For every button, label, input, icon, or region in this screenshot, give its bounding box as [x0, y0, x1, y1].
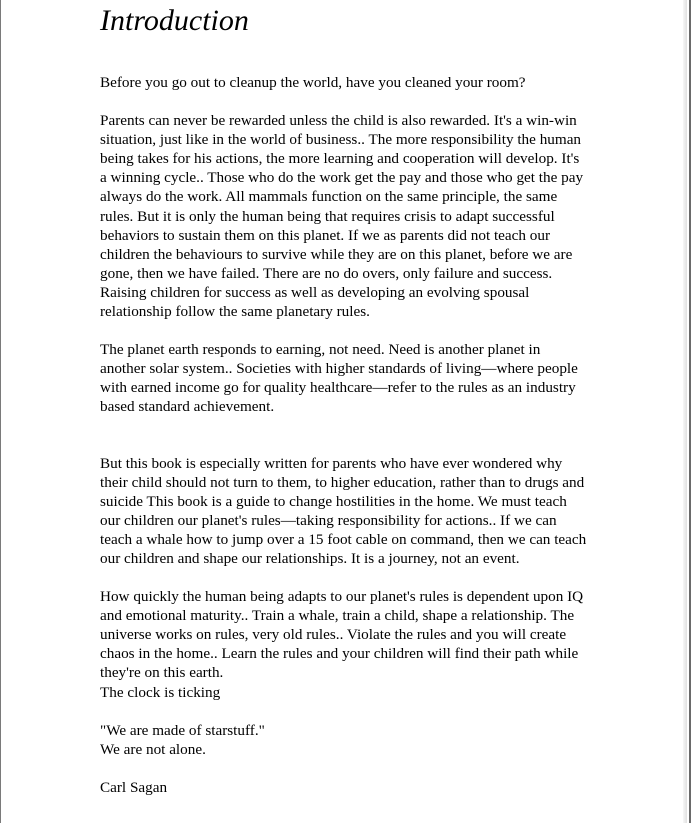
spacer [100, 702, 630, 721]
paragraph-parents [100, 111, 630, 321]
text-line: chaos in the home.. Learn the rules and your children will find their path while [100, 645, 579, 663]
text-line: How quickly the human being adapts to our planet's rules is dependent upon IQ [100, 588, 584, 606]
paragraph-adaptation [100, 587, 630, 702]
quote-line: "We are made of starstuff." [100, 721, 265, 739]
text-line: relationship follow the same planetary rules. [100, 303, 370, 321]
spacer [100, 568, 630, 587]
document-content [100, 4, 630, 797]
text-line: and emotional maturity.. Train a whale, train a child, shape a relationship. The [100, 607, 575, 625]
text-line: Before you go out to cleanup the world, have you cleaned your room? [100, 74, 526, 91]
document-title: Introduction [100, 4, 249, 37]
text-line: a winning cycle.. Those who do the work get the pay and those who get the pay [100, 169, 584, 187]
text-line: rules. But it is only the human being that requires crisis to adapt successful [100, 207, 555, 225]
text-line: The planet earth responds to earning, not need. Need is another planet in [100, 341, 541, 359]
text-line: our children and shape our relationships. It is a journey, not an event. [100, 549, 520, 567]
text-line: another solar system.. Societies with higher standards of living—where people [100, 360, 578, 378]
text-line: The clock is ticking [100, 683, 221, 701]
spacer [100, 417, 630, 454]
paragraph-question [100, 73, 630, 92]
quote-attribution [100, 778, 630, 797]
page-edge-shadow [683, 0, 687, 823]
text-line: always do the work. All mammals function on the same principle, the same [100, 188, 558, 206]
text-line: universe works on rules, very old rules.. Violate the rules and you will create [100, 626, 567, 644]
text-line: their child should not turn to them, to higher education, rather than to drugs and [100, 473, 585, 491]
author-name: Carl Sagan [100, 778, 168, 796]
text-line: gone, then we have failed. There are no do overs, only failure and success. [100, 264, 553, 282]
spacer [100, 759, 630, 778]
text-line: We are not alone. [100, 740, 206, 758]
spacer [100, 38, 630, 73]
spacer [100, 92, 630, 111]
text-line: Raising children for success as well as developing an evolving spousal [100, 283, 530, 301]
text-line: our children our planet's rules—taking responsibility for actions.. If we can [100, 511, 557, 529]
text-line: situation, just like in the world of business.. The more responsibility the human [100, 131, 582, 149]
text-line: suicide This book is a guide to change hostilities in the home. We must teach [100, 492, 567, 510]
text-line: with earned income go for quality healthcare—refer to the rules as an industry [100, 379, 576, 397]
text-line: teach a whale how to jump over a 15 foot cable on command, then we can teach [100, 530, 587, 548]
spacer [100, 321, 630, 340]
paragraph-quote [100, 721, 630, 759]
text-line: they're on this earth. [100, 664, 224, 682]
text-line: But this book is especially written for parents who have ever wondered why [100, 454, 563, 472]
text-line: children the behaviours to survive while they are on this planet, before we are [100, 245, 573, 263]
text-line: Parents can never be rewarded unless the child is also rewarded. It's a win-win [100, 112, 577, 130]
text-line: behaviors to sustain them on this planet. If we as parents did not teach our [100, 226, 551, 244]
paragraph-book-purpose [100, 454, 630, 569]
text-line: being takes for his actions, the more learning and cooperation will develop. It's [100, 150, 580, 168]
paragraph-planet-earth [100, 340, 630, 416]
text-line: based standard achievement. [100, 398, 275, 416]
